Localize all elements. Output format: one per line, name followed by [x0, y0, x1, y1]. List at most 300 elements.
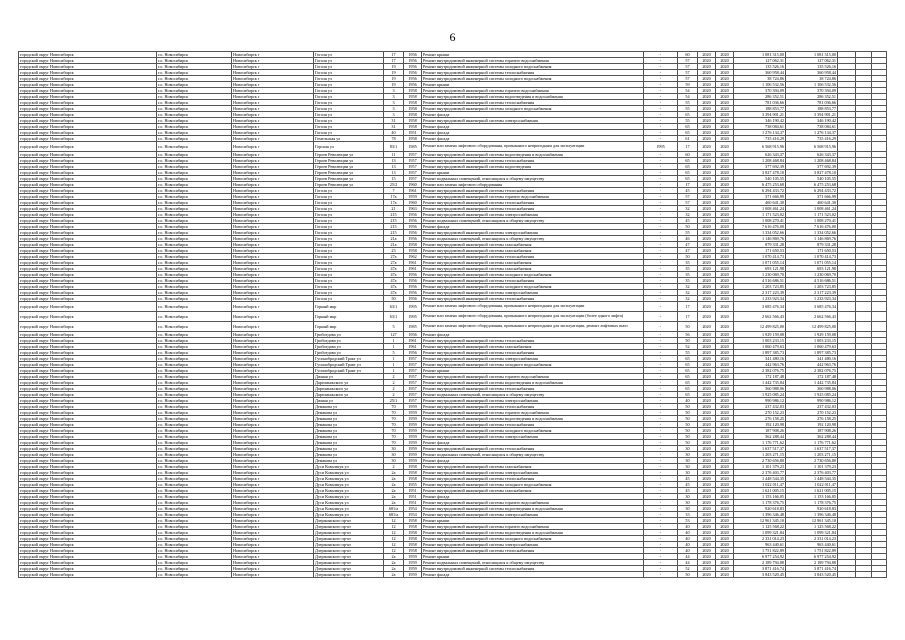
table-cell: 63/1 — [384, 312, 404, 322]
table-cell: 65 — [678, 368, 698, 374]
table-cell: 1959 — [404, 560, 422, 566]
table-cell: 2020 — [698, 536, 716, 542]
table-cell: 2020 — [716, 542, 734, 548]
table-cell: городской округ Новосибирск — [19, 434, 157, 440]
table-cell: городской округ Новосибирск — [19, 200, 157, 206]
table-cell: - — [644, 106, 678, 112]
table-cell: Гоголя ул — [314, 242, 384, 248]
table-cell: Ремонт внутридомовой инженерной системы теплоснабжения — [422, 404, 644, 410]
table-cell: 27а — [384, 260, 404, 266]
empty-cell — [838, 142, 856, 152]
table-cell: Новосибирск г — [232, 458, 314, 464]
table-cell: 2020 — [716, 332, 734, 338]
table-cell: 23 — [384, 248, 404, 254]
table-cell: 2020 — [716, 70, 734, 76]
table-cell: - — [644, 296, 678, 302]
table-cell: 2020 — [698, 76, 716, 82]
table-cell: Ремонт внутридомовой инженерной системы газоснабжения — [422, 248, 644, 254]
table-cell: 50 — [678, 410, 698, 416]
table-cell: 2020 — [716, 176, 734, 182]
table-cell: - — [644, 290, 678, 296]
table-cell: 1985 — [404, 142, 422, 152]
table-cell: городской округ Новосибирск — [19, 130, 157, 136]
table-cell: 65 — [678, 374, 698, 380]
table-cell: - — [644, 524, 678, 530]
table-cell: 56 — [678, 332, 698, 338]
table-cell: 1 — [384, 368, 404, 374]
table-cell: городской округ Новосибирск — [19, 440, 157, 446]
table-cell: Героев Революции ул — [314, 182, 384, 188]
table-cell: 2020 — [698, 70, 716, 76]
table-cell: Новосибирск г — [232, 332, 314, 338]
table-cell: 35 — [678, 266, 698, 272]
table-cell: 370 394,09 — [786, 88, 838, 94]
table-cell: 38 724,86 — [734, 76, 786, 82]
table-cell: 1 442 735,84 — [734, 380, 786, 386]
table-cell: г.о. Новосибирск — [157, 170, 232, 176]
table-cell: 1957 — [404, 374, 422, 380]
table-cell: Ремонт внутридомовой инженерной системы водоотведения и водоснабжения — [422, 380, 644, 386]
table-cell: Новосибирск г — [232, 470, 314, 476]
table-cell: 1 101 379,23 — [734, 464, 786, 470]
table-cell: - — [644, 428, 678, 434]
table-cell: 30 — [678, 446, 698, 452]
table-cell: 2020 — [716, 194, 734, 200]
table-cell: 2020 — [716, 572, 734, 578]
table-cell: Ремонт внутридомовой инженерной системы горячего водоснабжения — [422, 524, 644, 530]
table-cell: Гоголя ул — [314, 248, 384, 254]
table-cell: Новосибирск г — [232, 548, 314, 554]
table-cell: 3 394 901,21 — [734, 112, 786, 118]
table-cell: 2020 — [698, 58, 716, 64]
table-cell: г.о. Новосибирск — [157, 332, 232, 338]
table-cell: 2020 — [716, 464, 734, 470]
table-cell: 2020 — [716, 386, 734, 392]
table-cell: Горный мкр — [314, 312, 384, 322]
table-cell: Ремонт внутридомовой инженерной системы теплоснабжения — [422, 188, 644, 194]
table-cell: Ремонт внутридомовой инженерной системы холодного водоснабжения — [422, 482, 644, 488]
table-cell: 3 — [384, 88, 404, 94]
empty-cell — [872, 142, 887, 152]
table-cell: Новосибирск г — [232, 106, 314, 112]
table-cell: 2 317 223,39 — [734, 290, 786, 296]
table-cell: 1 176 771,62 — [786, 440, 838, 446]
table-cell: Новосибирск г — [232, 188, 314, 194]
table-cell: городской округ Новосибирск — [19, 112, 157, 118]
table-cell: 1957 — [404, 164, 422, 170]
table-cell: Ремонт внутридомовой инженерной системы горячего водоснабжения — [422, 88, 644, 94]
table-cell: 460 641,30 — [786, 200, 838, 206]
table-cell: - — [644, 386, 678, 392]
table-cell: 1 334 052,66 — [786, 230, 838, 236]
table-cell: г.о. Новосибирск — [157, 242, 232, 248]
table-cell: 2020 — [716, 58, 734, 64]
table-cell: 2020 — [698, 284, 716, 290]
table-cell: Героев Революции ул — [314, 170, 384, 176]
table-cell: 57 — [678, 70, 698, 76]
table-cell: 57 — [678, 64, 698, 70]
table-cell: 990 986,12 — [786, 398, 838, 404]
table-cell: 2а — [384, 554, 404, 560]
table-cell: 963 440,61 — [734, 542, 786, 548]
empty-cell — [856, 322, 872, 332]
table-cell: 3 871 416,74 — [786, 566, 838, 572]
table-cell: Новосибирск г — [232, 100, 314, 106]
table-cell: 30 — [678, 506, 698, 512]
table-cell: 879 331,28 — [734, 242, 786, 248]
table-cell: Ремонт крыши — [422, 82, 644, 88]
table-cell: Новосибирск г — [232, 374, 314, 380]
table-cell: 1958 — [404, 530, 422, 536]
table-cell: Ремонт внутридомовой инженерной системы электроснабжения — [422, 230, 644, 236]
table-cell: Гоголя ул — [314, 224, 384, 230]
table-cell: 3 685 476,34 — [734, 302, 786, 312]
table-cell: 1958 — [404, 464, 422, 470]
table-cell: 47а — [384, 266, 404, 272]
table-cell: 2020 — [698, 482, 716, 488]
table-cell: Новосибирск г — [232, 260, 314, 266]
table-cell: Ремонт внутридомовой инженерной системы теплоснабжения — [422, 206, 644, 212]
table-cell: 2020 — [698, 416, 716, 422]
table-cell: 2020 — [698, 64, 716, 70]
table-cell: городской округ Новосибирск — [19, 100, 157, 106]
table-cell: г.о. Новосибирск — [157, 296, 232, 302]
table-cell: городской округ Новосибирск — [19, 422, 157, 428]
table-cell: 1 929 159,08 — [786, 332, 838, 338]
table-cell: 1958 — [404, 124, 422, 130]
table-cell: 2020 — [698, 446, 716, 452]
table-cell: 3 843 520,45 — [734, 572, 786, 578]
data-table-container — [18, 51, 886, 578]
table-cell: 1 621 005,15 — [734, 488, 786, 494]
table-cell: 1959 — [404, 428, 422, 434]
table-cell: - — [644, 434, 678, 440]
table-cell: 2020 — [698, 464, 716, 470]
table-cell: Гусинобродский Тракт ул — [314, 368, 384, 374]
page-number: 6 — [449, 30, 456, 44]
table-cell: 2020 — [716, 112, 734, 118]
table-cell: городской округ Новосибирск — [19, 176, 157, 182]
table-cell: 1954 — [404, 512, 422, 518]
table-cell: г.о. Новосибирск — [157, 542, 232, 548]
table-cell: Ремонт внутридомовой инженерной системы водоотведения и водоснабжения — [422, 506, 644, 512]
table-cell: городской округ Новосибирск — [19, 118, 157, 124]
table-cell: 2020 — [716, 118, 734, 124]
table-cell: 2020 — [698, 130, 716, 136]
table-cell: 2020 — [698, 332, 716, 338]
table-cell: Новосибирск г — [232, 560, 314, 566]
table-cell: городской округ Новосибирск — [19, 124, 157, 130]
table-cell: Новосибирск г — [232, 518, 314, 524]
table-cell: Демакова ул — [314, 434, 384, 440]
table-cell: 2020 — [698, 566, 716, 572]
table-cell: Ремонт внутридомовой инженерной системы газоснабжения — [422, 242, 644, 248]
table-row — [19, 322, 887, 332]
table-cell: Дуси Ковальчук ул — [314, 482, 384, 488]
table-cell: 6 568 915,96 — [734, 142, 786, 152]
table-cell: Ремонт внутридомовой инженерной системы горячего водоснабжения — [422, 500, 644, 506]
table-cell: Дуси Ковальчук ул — [314, 470, 384, 476]
table-cell: 2020 — [716, 338, 734, 344]
table-cell: Дуси Ковальчук ул — [314, 476, 384, 482]
table-cell: Гоголя ул — [314, 118, 384, 124]
table-cell: Новосибирск г — [232, 530, 314, 536]
table-cell: 2020 — [716, 512, 734, 518]
table-cell: 30 — [678, 500, 698, 506]
table-cell: 2020 — [698, 224, 716, 230]
table-cell: 1 208 468,84 — [734, 158, 786, 164]
table-cell: 127 062,31 — [786, 58, 838, 64]
table-cell: 2020 — [716, 158, 734, 164]
table-cell: 1985 — [404, 322, 422, 332]
table-cell: 1951 — [404, 500, 422, 506]
table-cell: Новосибирск г — [232, 428, 314, 434]
table-cell: г.о. Новосибирск — [157, 236, 232, 242]
table-cell: городской округ Новосибирск — [19, 296, 157, 302]
table-cell: 12 — [384, 524, 404, 530]
table-cell: 1957 — [404, 158, 422, 164]
table-cell: - — [644, 476, 678, 482]
table-cell: Демакова ул — [314, 440, 384, 446]
table-cell: городской округ Новосибирск — [19, 224, 157, 230]
table-cell: 2020 — [698, 362, 716, 368]
table-cell: 735 416,29 — [734, 136, 786, 142]
table-cell: г.о. Новосибирск — [157, 482, 232, 488]
table-cell: Ремонт внутридомовой инженерной системы холодного водоснабжения — [422, 76, 644, 82]
table-cell: 27а — [384, 254, 404, 260]
table-cell: 44 — [678, 554, 698, 560]
table-cell: - — [644, 368, 678, 374]
table-cell: 11 — [384, 152, 404, 158]
table-cell: Гоголя ул — [314, 130, 384, 136]
table-cell: 25/1 — [384, 398, 404, 404]
table-cell: 1960 — [404, 200, 422, 206]
table-cell: 1995 — [404, 312, 422, 322]
table-cell: 40 — [678, 542, 698, 548]
table-cell: Дзержинского пр-кт — [314, 524, 384, 530]
table-cell: Новосибирск г — [232, 476, 314, 482]
empty-cell — [856, 302, 872, 312]
table-cell: 1 106 532,56 — [734, 82, 786, 88]
table-cell: 1 003 233,15 — [786, 338, 838, 344]
table-cell: 1 — [384, 338, 404, 344]
table-cell: г.о. Новосибирск — [157, 278, 232, 284]
table-cell: 2020 — [698, 266, 716, 272]
table-cell: Грибоедова ул — [314, 350, 384, 356]
table-cell: г.о. Новосибирск — [157, 260, 232, 266]
table-cell: Ремонт внутридомовой инженерной системы электроснабжения — [422, 118, 644, 124]
table-cell: Новосибирск г — [232, 76, 314, 82]
table-cell: 693 121,98 — [734, 266, 786, 272]
table-cell: Новосибирск г — [232, 158, 314, 164]
table-cell: 32 — [678, 296, 698, 302]
table-cell: Гоголя ул — [314, 290, 384, 296]
table-cell: 2020 — [698, 392, 716, 398]
table-cell: 19 — [384, 70, 404, 76]
table-cell: 2020 — [716, 130, 734, 136]
table-cell: городской округ Новосибирск — [19, 302, 157, 312]
table-cell: Новосибирск г — [232, 58, 314, 64]
empty-cell — [872, 312, 887, 322]
table-cell: 78 — [384, 136, 404, 142]
table-cell: Ремонт внутридомовой инженерной системы электроснабжения — [422, 212, 644, 218]
table-cell: 2 189 794,88 — [786, 560, 838, 566]
table-cell: Новосибирск г — [232, 524, 314, 530]
table-cell: Новосибирск г — [232, 338, 314, 344]
table-cell: г.о. Новосибирск — [157, 230, 232, 236]
table-cell: 1957 — [404, 152, 422, 158]
table-cell: 2020 — [698, 380, 716, 386]
table-cell: 2020 — [716, 212, 734, 218]
table-cell: Новосибирск г — [232, 398, 314, 404]
table-cell: 2020 — [698, 206, 716, 212]
table-cell: 1958 — [404, 518, 422, 524]
table-cell: 2020 — [698, 524, 716, 530]
table-cell: городской округ Новосибирск — [19, 322, 157, 332]
table-cell: - — [644, 518, 678, 524]
table-cell: 50 — [678, 322, 698, 332]
table-cell: 1962 — [404, 254, 422, 260]
table-cell: городской округ Новосибирск — [19, 254, 157, 260]
table-cell: 1956 — [404, 64, 422, 70]
table-cell: Ремонт внутридомовой инженерной системы водоотведения и водоснабжения — [422, 530, 644, 536]
table-cell: - — [644, 278, 678, 284]
table-cell: 3 — [384, 100, 404, 106]
table-cell: 2020 — [716, 560, 734, 566]
table-cell: 50 — [678, 338, 698, 344]
table-cell: - — [644, 374, 678, 380]
table-cell: 65 — [678, 170, 698, 176]
table-cell: 40 — [678, 536, 698, 542]
table-cell: 3 827 478,10 — [786, 170, 838, 176]
table-cell: Новосибирск г — [232, 236, 314, 242]
table-cell: 2020 — [716, 64, 734, 70]
table-cell: 35 — [678, 272, 698, 278]
table-cell: 2020 — [716, 164, 734, 170]
table-cell: 17а — [384, 200, 404, 206]
table-cell: - — [644, 312, 678, 322]
table-cell: 1995 — [644, 142, 678, 152]
table-cell: г.о. Новосибирск — [157, 434, 232, 440]
table-cell: 1995 — [404, 302, 422, 312]
table-cell: Ремонт внутридомовой инженерной системы электроснабжения — [422, 470, 644, 476]
table-cell: 1956 — [404, 350, 422, 356]
table-cell: - — [644, 560, 678, 566]
table-cell: 1963 — [404, 206, 422, 212]
table-cell: 7 — [384, 188, 404, 194]
table-cell: Ремонт внутридомовой инженерной системы электроснабжения — [422, 398, 644, 404]
table-cell: г.о. Новосибирск — [157, 464, 232, 470]
table-cell: Новосибирск г — [232, 218, 314, 224]
table-cell: 1957 — [404, 386, 422, 392]
table-cell: - — [644, 94, 678, 100]
table-cell: Новосибирск г — [232, 368, 314, 374]
table-cell: Ремонт внутридомовой инженерной системы теплоснабжения — [422, 446, 644, 452]
table-cell: Ремонт внутридомовой инженерной системы теплоснабжения — [422, 278, 644, 284]
table-cell: 2а — [384, 500, 404, 506]
table-cell: Гоголя ул — [314, 194, 384, 200]
table-cell: - — [644, 260, 678, 266]
table-cell: 2 376 403,77 — [734, 470, 786, 476]
table-cell: 1951 — [404, 130, 422, 136]
table-cell: 1 276 134,37 — [786, 130, 838, 136]
table-cell: городской округ Новосибирск — [19, 398, 157, 404]
table-cell: 2020 — [698, 296, 716, 302]
table-cell: 2а — [384, 560, 404, 566]
table-cell: городской округ Новосибирск — [19, 374, 157, 380]
table-cell: Новосибирск г — [232, 416, 314, 422]
table-cell: 2020 — [698, 338, 716, 344]
table-cell: 2020 — [716, 284, 734, 290]
table-cell: городской округ Новосибирск — [19, 194, 157, 200]
table-cell: 1 146 869,76 — [734, 236, 786, 242]
table-cell: 1959 — [404, 410, 422, 416]
table-cell: городской округ Новосибирск — [19, 566, 157, 572]
table-cell: 2020 — [716, 548, 734, 554]
table-cell: Демакова ул — [314, 416, 384, 422]
table-cell: 1959 — [404, 440, 422, 446]
table-cell: - — [644, 200, 678, 206]
table-cell: Новосибирск г — [232, 440, 314, 446]
table-cell: городской округ Новосибирск — [19, 458, 157, 464]
table-cell: 346 190,42 — [786, 118, 838, 124]
table-cell: городской округ Новосибирск — [19, 362, 157, 368]
table-cell: 188 853,77 — [734, 106, 786, 112]
table-cell: 2020 — [716, 428, 734, 434]
table-cell: городской округ Новосибирск — [19, 58, 157, 64]
table-cell: Гоголя ул — [314, 230, 384, 236]
table-cell: Дзержинского пр-кт — [314, 560, 384, 566]
table-cell: Грибоедова ул — [314, 338, 384, 344]
table-cell: 25/2 — [384, 182, 404, 188]
table-cell: городской округ Новосибирск — [19, 290, 157, 296]
table-cell: 1958 — [404, 112, 422, 118]
table-cell: 31 — [384, 124, 404, 130]
table-cell: 1958 — [404, 536, 422, 542]
table-cell: 2020 — [716, 410, 734, 416]
table-cell: г.о. Новосибирск — [157, 194, 232, 200]
table-cell: 2020 — [698, 94, 716, 100]
table-cell: Новосибирск г — [232, 494, 314, 500]
table-cell: Новосибирск г — [232, 386, 314, 392]
table-cell: 1 230 069,70 — [786, 272, 838, 278]
table-cell: 70 — [384, 404, 404, 410]
table-cell: 55 — [678, 106, 698, 112]
table-cell: городской округ Новосибирск — [19, 272, 157, 278]
table-cell: Новосибирск г — [232, 94, 314, 100]
table-cell: 2020 — [698, 458, 716, 464]
table-cell: 2020 — [698, 170, 716, 176]
table-cell: 32 — [678, 284, 698, 290]
table-cell: 2020 — [716, 500, 734, 506]
table-cell: 2020 — [716, 530, 734, 536]
table-cell: 1 081 315,00 — [734, 52, 786, 58]
table-cell: городской округ Новосибирск — [19, 76, 157, 82]
table-cell: г.о. Новосибирск — [157, 500, 232, 506]
table-cell: 1959 — [404, 452, 422, 458]
table-cell: 738 084,61 — [734, 124, 786, 130]
table-cell: 12 — [384, 518, 404, 524]
table-cell: городской округ Новосибирск — [19, 236, 157, 242]
table-cell: - — [644, 404, 678, 410]
table-cell: 2020 — [716, 482, 734, 488]
table-cell: Ремонт подвальных помещений, относящихся к общему имуществу — [422, 452, 644, 458]
table-cell: 1 233 923,34 — [734, 296, 786, 302]
table-cell: 2020 — [698, 554, 716, 560]
table-cell: 1 — [384, 356, 404, 362]
table-cell: Новосибирск г — [232, 212, 314, 218]
table-cell: 237 432,03 — [734, 404, 786, 410]
